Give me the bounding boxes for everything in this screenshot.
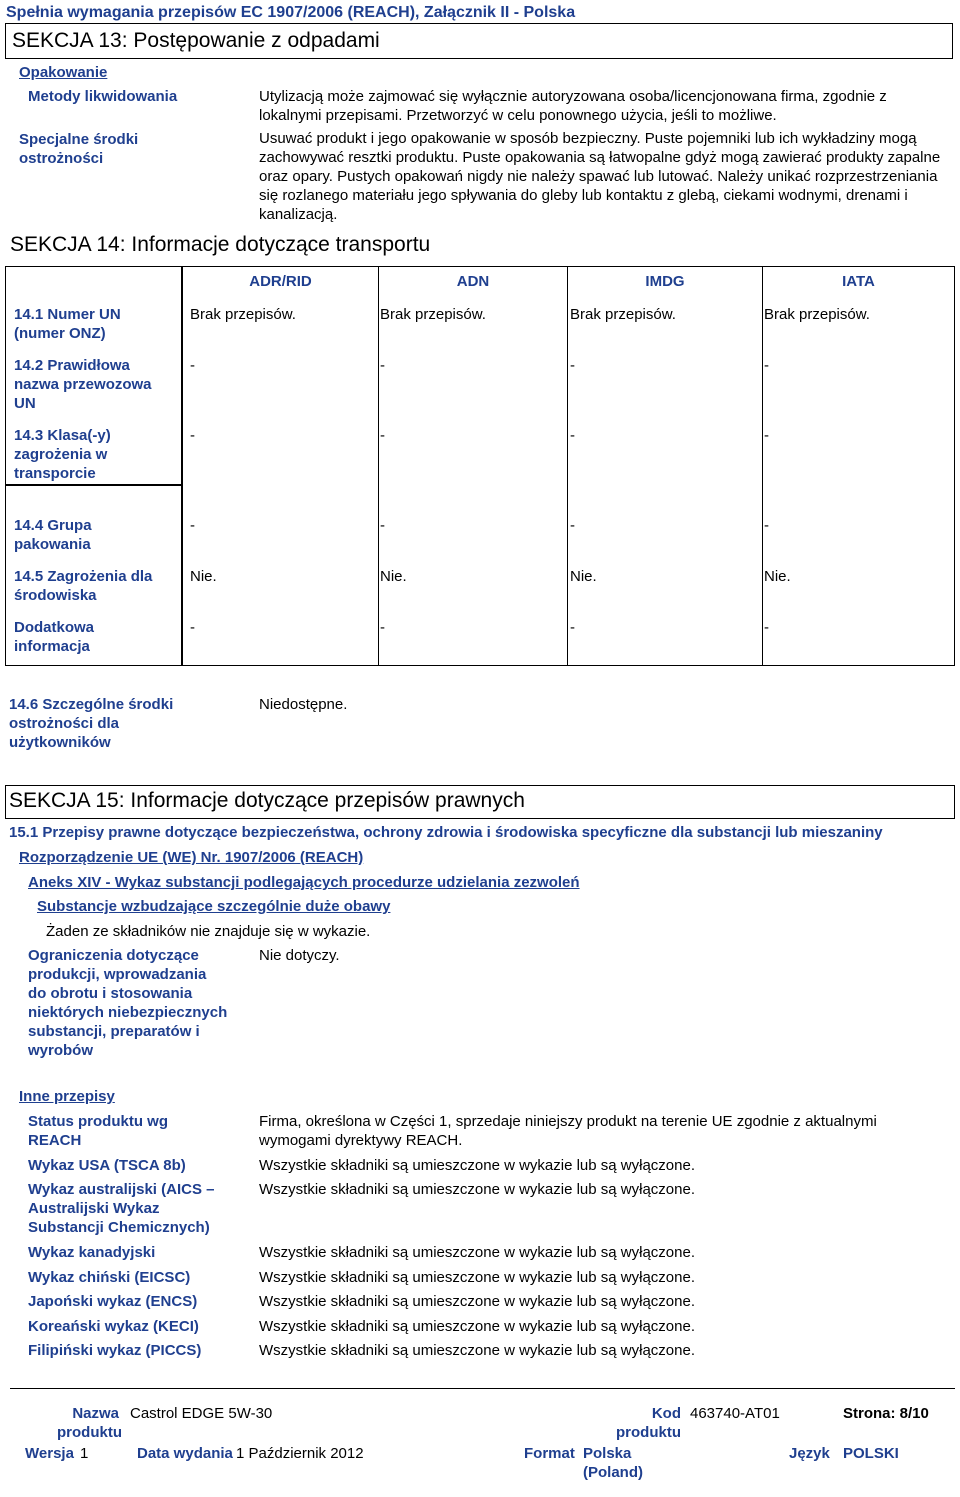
footer-code-label: Kod produktu — [616, 1405, 681, 1441]
cell-un-imdg: Brak przepisów. — [570, 306, 676, 323]
col-adr-frame — [182, 266, 379, 666]
other-regulations: Inne przepisy — [19, 1088, 115, 1105]
special-precautions-label: 14.6 Szczególne środki ostrożności dla użytkowników — [9, 696, 174, 751]
col-adn-frame — [378, 266, 568, 666]
footer-date-value: 1 Październik 2012 — [236, 1445, 364, 1462]
cell-env-imdg: Nie. — [570, 568, 597, 585]
row-label-environmental: 14.5 Zagrożenia dla środowiska — [14, 568, 153, 604]
cell-add-adr: - — [190, 619, 195, 636]
disposal-methods-text: Utylizacją może zajmować się wyłącznie autoryzowana osoba/licencjonowana firma, zgodnie z lokalnymi przepisami. Przetworzyć w celu ponownego użycia, jeśli to możliwe. — [259, 88, 887, 124]
footer-page: Strona: 8/10 — [843, 1405, 929, 1422]
packaging-link: Opakowanie — [19, 64, 108, 81]
cell-un-adr: Brak przepisów. — [190, 306, 296, 323]
cell-class-adr: - — [190, 427, 195, 444]
korea-label: Koreański wykaz (KECI) — [28, 1318, 199, 1335]
footer-format-value: Polska (Poland) — [583, 1445, 643, 1481]
korea-value: Wszystkie składniki są umieszczone w wykazie lub są wyłączone. — [259, 1318, 695, 1335]
row-label-packing-group: 14.4 Grupa pakowania — [14, 517, 92, 553]
col-adn: ADN — [456, 273, 490, 290]
cell-name-iata: - — [764, 357, 769, 374]
canada-value: Wszystkie składniki są umieszczone w wykazie lub są wyłączone. — [259, 1244, 695, 1261]
cell-pg-imdg: - — [570, 517, 575, 534]
cell-un-iata: Brak przepisów. — [764, 306, 870, 323]
footer-version-value: 1 — [80, 1445, 89, 1462]
precautions-text: Usuwać produkt i jego opakowanie w sposób bezpieczny. Puste pojemniki lub ich wykładziny mogą zachowywać resztki produktu. Puste opakowania są łatwopalne gdyż mogą zawierać produkty zapalne oraz opary. Pustych opakowań nigdy nie należy spawać lub lutować. Należy unikać rozprzestrzeniania się rozlanego materiału jego spływania do gleby lub kontaktu z glebą, ciekami wodnymi, drenami i kanalizacją. — [259, 130, 941, 223]
footer-name-value: Castrol EDGE 5W-30 — [130, 1405, 273, 1422]
cell-add-iata: - — [764, 619, 769, 636]
row-label-shipping-name: 14.2 Prawidłowa nazwa przewozowa UN — [14, 357, 152, 412]
cell-un-adn: Brak przepisów. — [380, 306, 486, 323]
footer-language-label: Język — [789, 1445, 830, 1462]
china-value: Wszystkie składniki są umieszczone w wykazie lub są wyłączone. — [259, 1269, 695, 1286]
philippines-label: Filipiński wykaz (PICCS) — [28, 1342, 202, 1359]
cell-pg-iata: - — [764, 517, 769, 534]
china-label: Wykaz chiński (EICSC) — [28, 1269, 191, 1286]
cell-class-iata: - — [764, 427, 769, 444]
col-iata: IATA — [842, 273, 875, 290]
cell-name-imdg: - — [570, 357, 575, 374]
cell-add-imdg: - — [570, 619, 575, 636]
col-adr-rid: ADR/RID — [249, 273, 312, 290]
cell-class-adn: - — [380, 427, 385, 444]
disposal-methods-label: Metody likwidowania — [28, 88, 178, 105]
precautions-label: Specjalne środki ostrożności — [19, 131, 139, 167]
tsca-label: Wykaz USA (TSCA 8b) — [28, 1157, 186, 1174]
section-15-box — [5, 785, 955, 819]
japan-label: Japoński wykaz (ENCS) — [28, 1293, 198, 1310]
footer-language-value: POLSKI — [843, 1445, 899, 1462]
footer-name-label: Nazwa produktu — [57, 1405, 122, 1441]
cell-env-adn: Nie. — [380, 568, 407, 585]
cell-class-imdg: - — [570, 427, 575, 444]
document-header: Spełnia wymagania przepisów EC 1907/2006 (REACH), Załącznik II - Polska — [6, 4, 576, 21]
cell-name-adr: - — [190, 357, 195, 374]
special-precautions-value: Niedostępne. — [259, 696, 348, 713]
restrictions-value: Nie dotyczy. — [259, 947, 340, 964]
cell-env-iata: Nie. — [764, 568, 791, 585]
restrictions-label: Ograniczenia dotyczące produkcji, wprowadzania do obrotu i stosowania niektórych niebezpiecznych substancji, preparatów i wyrobów — [28, 947, 228, 1059]
reach-status-value: Firma, określona w Części 1, sprzedaje niniejszy produkt na terenie UE zgodnie z aktualnymi wymogami dyrektywy REACH. — [259, 1113, 877, 1149]
cell-name-adn: - — [380, 357, 385, 374]
canada-label: Wykaz kanadyjski — [28, 1244, 156, 1261]
footer-code-value: 463740-AT01 — [690, 1405, 780, 1422]
cell-pg-adr: - — [190, 517, 195, 534]
japan-value: Wszystkie składniki są umieszczone w wykazie lub są wyłączone. — [259, 1293, 695, 1310]
cell-env-adr: Nie. — [190, 568, 217, 585]
col-imdg: IMDG — [645, 273, 685, 290]
footer-format-label: Format — [524, 1445, 575, 1462]
footer-version-label: Wersja — [25, 1445, 74, 1462]
footer-divider — [10, 1388, 955, 1389]
row-label-un-number: 14.1 Numer UN (numer ONZ) — [14, 306, 121, 342]
annex-xiv: Aneks XIV - Wykaz substancji podlegających procedurze udzielania zezwoleń — [28, 874, 580, 891]
aics-label: Wykaz australijski (AICS – Australijski Wykaz Substancji Chemicznych) — [28, 1181, 215, 1236]
footer-date-label: Data wydania — [137, 1445, 233, 1462]
philippines-value: Wszystkie składniki są umieszczone w wykazie lub są wyłączone. — [259, 1342, 695, 1359]
section-15-title: SEKCJA 15: Informacje dotyczące przepisów prawnych — [9, 789, 525, 812]
cell-pg-adn: - — [380, 517, 385, 534]
svhc-heading: Substancje wzbudzające szczególnie duże obawy — [37, 898, 391, 915]
reach-status-label: Status produktu wg REACH — [28, 1113, 168, 1149]
section-13-title: SEKCJA 13: Postępowanie z odpadami — [12, 29, 380, 52]
transport-table — [5, 266, 955, 666]
row-label-additional: Dodatkowa informacja — [14, 619, 95, 655]
section-13-box — [5, 23, 953, 59]
col-imdg-frame — [567, 266, 763, 666]
aics-value: Wszystkie składniki są umieszczone w wykazie lub są wyłączone. — [259, 1181, 695, 1198]
reach-regulation: Rozporządzenie UE (WE) Nr. 1907/2006 (REACH) — [19, 849, 364, 866]
cell-add-adn: - — [380, 619, 385, 636]
svhc-note: Żaden ze składników nie znajduje się w wykazie. — [46, 923, 371, 940]
section-15-subtitle: 15.1 Przepisy prawne dotyczące bezpieczeństwa, ochrony zdrowia i środowiska specyficzne dla substancji lub mieszaniny — [9, 824, 883, 841]
tsca-value: Wszystkie składniki są umieszczone w wykazie lub są wyłączone. — [259, 1157, 695, 1174]
row-label-hazard-class: 14.3 Klasa(-y) zagrożenia w transporcie — [14, 427, 111, 482]
section-14-title: SEKCJA 14: Informacje dotyczące transportu — [10, 233, 431, 256]
